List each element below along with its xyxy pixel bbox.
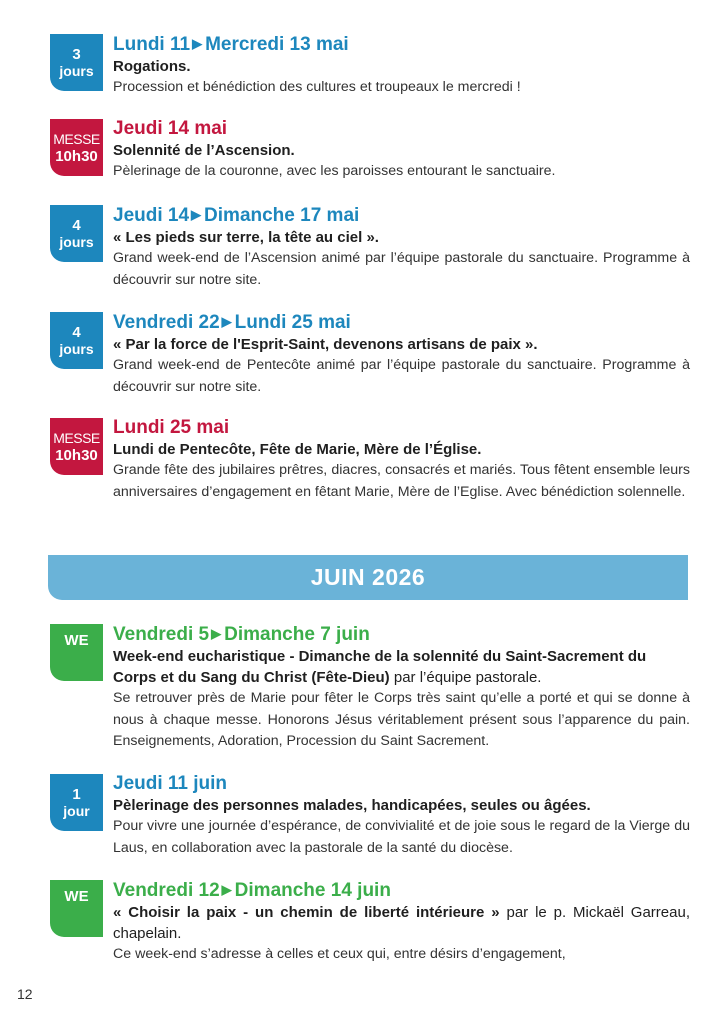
event-date: Jeudi 14 mai <box>113 118 228 139</box>
event-title <box>113 646 690 688</box>
date-from: Jeudi 14 <box>113 205 190 226</box>
duration-badge <box>50 205 103 262</box>
badge-number: 4 <box>72 323 81 341</box>
event-date <box>113 311 690 334</box>
event-description: Grand week-end de l’Ascension animé par l’équipe pastorale du sanctuaire. Programme à découvrir sur notre site. <box>113 250 690 288</box>
mass-time-badge <box>50 119 103 176</box>
event-date <box>113 879 690 902</box>
arrow-right-icon: ▶ <box>221 314 232 329</box>
event-title: Pèlerinage des personnes malades, handicapées, seules ou âgées. <box>113 797 591 814</box>
event-date <box>113 33 690 56</box>
date-from: Vendredi 22 <box>113 312 220 333</box>
badge-label: MESSE <box>53 130 100 147</box>
event-title <box>113 902 690 944</box>
event-title-main: Week-end eucharistique - Dimanche de la solennité du Saint-Sacrement du Corps et du Sang du Christ (Fête-Dieu) <box>113 648 647 686</box>
badge-time: 10h30 <box>55 446 98 464</box>
badge-unit: jours <box>59 62 94 79</box>
event-description: Grand week-end de Pentecôte animé par l’équipe pastorale du sanctuaire. Programme à découvrir sur notre site. <box>113 357 690 395</box>
badge-unit: jours <box>59 233 94 250</box>
arrow-right-icon: ▶ <box>192 36 203 51</box>
badge-label: WE <box>64 632 89 649</box>
event-description: Pèlerinage de la couronne, avec les paroisses entourant le sanctuaire. <box>113 163 556 179</box>
event-date <box>113 204 690 227</box>
date-from: Lundi 11 <box>113 34 191 55</box>
arrow-right-icon: ▶ <box>221 882 232 897</box>
event-date: Lundi 25 mai <box>113 417 230 438</box>
event-title: « Par la force de l'Esprit-Saint, devenons artisans de paix ». <box>113 336 538 353</box>
duration-badge <box>50 34 103 91</box>
date-to: Mercredi 13 mai <box>205 34 349 55</box>
badge-number: 3 <box>72 45 81 63</box>
duration-badge <box>50 312 103 369</box>
badge-time: 10h30 <box>55 147 98 165</box>
badge-unit: jour <box>63 802 90 819</box>
badge-label: WE <box>64 888 89 905</box>
date-to: Dimanche 7 juin <box>224 624 370 645</box>
event-title-main: « Choisir la paix - un chemin de liberté intérieure » <box>113 904 500 921</box>
date-from: Vendredi 12 <box>113 880 220 901</box>
badge-unit: jours <box>59 340 94 357</box>
event-description: Pour vivre une journée d’espérance, de convivialité et de joie sous le regard de la Vierge du Laus, en collaboration avec la pastorale de la santé du diocèse. <box>113 818 690 856</box>
event-title: « Les pieds sur terre, la tête au ciel ». <box>113 229 379 246</box>
event-title-suffix: par l’équipe pastorale. <box>389 669 542 686</box>
weekend-badge <box>50 880 103 937</box>
month-banner: JUIN 2026 <box>48 555 688 600</box>
date-from: Vendredi 5 <box>113 624 210 645</box>
event-date <box>113 623 690 646</box>
event-title: Solennité de l’Ascension. <box>113 142 295 159</box>
event-description: Ce week-end s’adresse à celles et ceux qui, entre désirs d’engagement, <box>113 946 566 962</box>
badge-label: MESSE <box>53 429 100 446</box>
event-description: Procession et bénédiction des cultures et troupeaux le mercredi ! <box>113 79 521 95</box>
mass-time-badge <box>50 418 103 475</box>
badge-number: 1 <box>72 785 81 803</box>
event-date: Jeudi 11 juin <box>113 773 228 794</box>
weekend-badge <box>50 624 103 681</box>
page-number: 12 <box>17 986 33 1002</box>
event-description: Grande fête des jubilaires prêtres, diacres, consacrés et mariés. Tous fêtent ensemble leurs anniversaires d’engagement en fêtant Marie, Mère de l’Eglise. Avec bénédiction solennelle. <box>113 462 690 500</box>
arrow-right-icon: ▶ <box>191 207 202 222</box>
badge-number: 4 <box>72 216 81 234</box>
event-description: Se retrouver près de Marie pour fêter le Corps très saint qu’elle a porté et qui se donne à nous à chaque messe. Honorons Jésus véritablement présent sous l’apparence du pain. Enseignements, Adoration, Procession du Saint Sacrement. <box>113 690 690 749</box>
date-to: Dimanche 14 juin <box>234 880 391 901</box>
arrow-right-icon: ▶ <box>211 626 222 641</box>
event-title: Lundi de Pentecôte, Fête de Marie, Mère de l’Église. <box>113 441 482 458</box>
event-title-suffix: par le p. Mickaël Garreau, chapelain. <box>113 904 690 942</box>
date-to: Lundi 25 mai <box>234 312 351 333</box>
event-title: Rogations. <box>113 58 191 75</box>
duration-badge <box>50 774 103 831</box>
date-to: Dimanche 17 mai <box>204 205 360 226</box>
